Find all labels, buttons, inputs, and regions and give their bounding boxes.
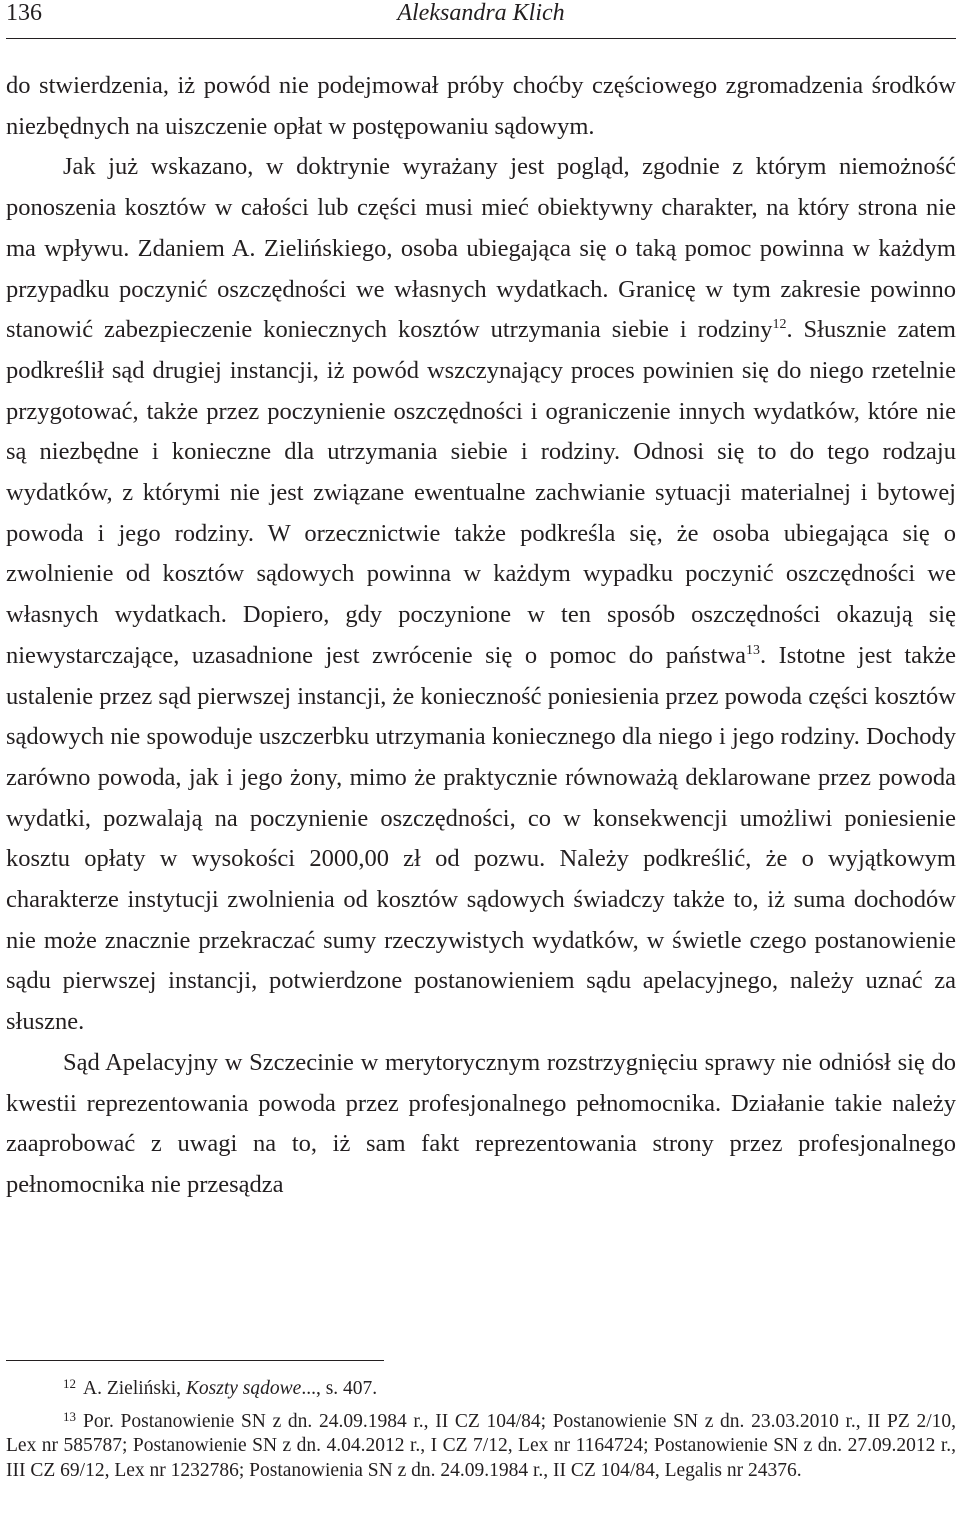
- footnote-number: 12: [63, 1376, 76, 1391]
- paragraph-continued: [6, 66, 956, 147]
- paragraph: [6, 1043, 956, 1206]
- paragraph: [6, 147, 956, 1042]
- footnote-13: [6, 1410, 956, 1484]
- page-header: [6, 0, 956, 39]
- footnote-number: 13: [63, 1408, 76, 1424]
- footnote-text: ..., s. 407.: [301, 1378, 378, 1399]
- footnote-separator: [6, 1360, 384, 1361]
- footnote-text: Por. Postanowienie SN z dn. 24.09.1984 r., II CZ 104/84; Postanowienie SN z dn. 23.03.2010 r., II PZ 2/10, Lex nr 585787; Postanowienie SN z dn. 4.04.2012 r., I CZ 7/12, Lex nr 1164724; Postanowienie SN z dn. 27.09.2012 r., III CZ 69/12, Lex nr 1232786; Postanowienia SN z dn. 24.09.1984 r., II CZ 104/84, Legalis nr 24376.: [6, 1410, 956, 1481]
- page-number: 136: [6, 0, 42, 26]
- paragraph-text: do stwierdzenia, iż powód nie podejmował próby choćby częściowego zgromadzenia środków niezbędnych na uiszczenie opłat w postępowaniu sądowym.: [6, 72, 956, 140]
- footnotes: [6, 1377, 956, 1491]
- paragraph-text: Jak już wskazano, w doktrynie wyrażany jest pogląd, zgodnie z którym niemożność ponoszenia kosztów w całości lub części musi mieć obiektywny charakter, na który strona nie ma wpływu. Zdaniem A. Zielińskiego, osoba ubiegająca się o taką pomoc powinna w każdym przypadku poczynić oszczędności we własnych wydatkach. Granicę w tym zakresie powinno stanowić zabezpieczenie koniecznych kosztów utrzymania siebie i rodziny: [6, 153, 956, 344]
- paragraph-text: . Słusznie zatem podkreślił sąd drugiej instancji, iż powód wszczynający proces powinien się do niego rzetelnie przygotować, także przez poczynienie oszczędności i ograniczenie innych wydatków, które nie są niezbędne i konieczne dla utrzymania siebie i rodziny. Odnosi się to do tego rodzaju wydatków, z którymi nie jest związane ewentualne zachwianie sytuacji materialnej i bytowej powoda i jego rodziny. W orzecznictwie także podkreśla się, że osoba ubiegająca się o zwolnienie od kosztów sądowych powinna w każdym wypadku poczynić oszczędności we własnych wydatkach. Dopiero, gdy poczynione w ten sposób oszczędności okazują się niewystarczające, uzasadnione jest zwrócenie się o pomoc do państwa: [6, 316, 956, 669]
- footnote-12: [6, 1377, 956, 1402]
- running-head-author: Aleksandra Klich: [397, 0, 565, 26]
- footnote-text: A. Zieliński,: [83, 1378, 186, 1399]
- footnote-ref-12: 12: [772, 317, 787, 333]
- paragraph-text: . Istotne jest także ustalenie przez sąd pierwszej instancji, że konieczność poniesienia przez powoda części kosztów sądowych nie spowoduje uszczerbku utrzymania koniecznego dla niego i jego rodziny. Dochody zarówno powoda, jak i jego żony, mimo że praktycznie równoważą deklarowane przez powoda wydatki, pozwalają na poczynienie oszczędności, co w konsekwencji umożliwi poniesienie kosztu opłaty w wysokości 2000,00 zł od pozwu. Należy podkreślić, że o wyjątkowym charakterze instytucji zwolnienia od kosztów sądowych świadczy także to, iż suma dochodów nie może znacznie przekraczać sumy rzeczywistych wydatków, w świetle czego postanowienie sądu pierwszej instancji, potwierdzone postanowieniem sądu apelacyjnego, należy uznać za słuszne.: [6, 641, 957, 1036]
- paragraph-text: Sąd Apelacyjny w Szczecinie w merytorycznym rozstrzygnięciu sprawy nie odniósł się do kwestii reprezentowania powoda przez profesjonalnego pełnomocnika. Działanie takie należy zaaprobować z uwagi na to, iż sam fakt reprezentowania strony przez profesjonalnego pełnomocnika nie przesądza: [6, 1048, 956, 1198]
- body-text: [6, 66, 956, 1206]
- footnote-ref-13: 13: [746, 642, 761, 658]
- footnote-title: Koszty sądowe: [185, 1378, 302, 1399]
